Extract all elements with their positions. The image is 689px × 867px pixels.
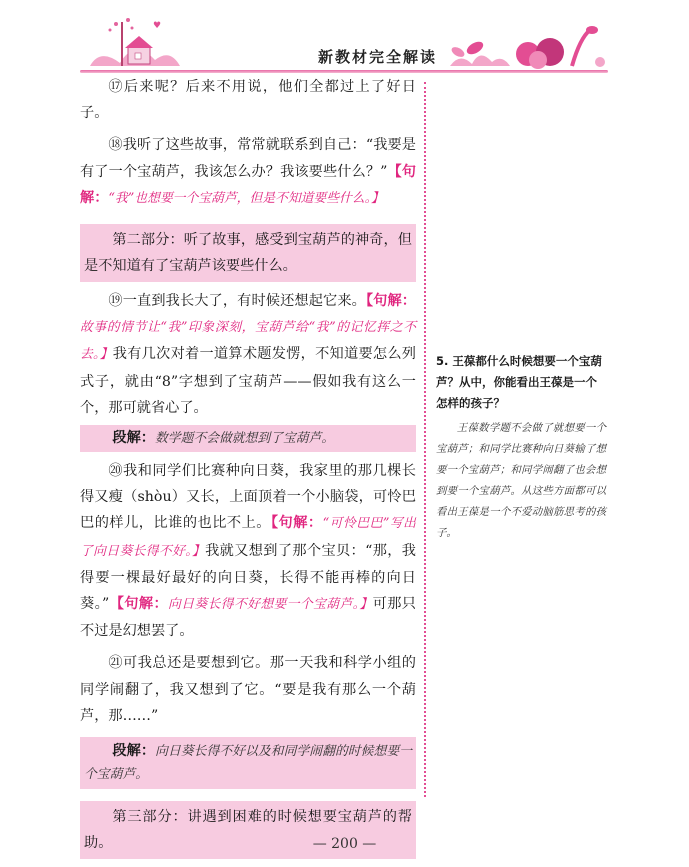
section-note-1-text: 数学题不会做就想到了宝葫芦。 bbox=[154, 431, 335, 447]
sentence-note-2-label: 【句解： bbox=[365, 293, 416, 310]
header-title: 新教材完全解读 bbox=[318, 48, 438, 66]
paragraph-19-text-a: ⑲一直到我长大了，有时候还想起它来。 bbox=[108, 293, 366, 310]
section-note-2 bbox=[84, 740, 412, 786]
paragraph-20-text-b: 我就又想到了那个宝贝：“那，我得要一棵最好最好的向日葵，长得不能再棒的向日葵。” bbox=[80, 542, 416, 613]
section-note-2-text: 向日葵长得不好以及和同学闹翻的时候想要一个宝葫芦。 bbox=[84, 744, 412, 783]
section-note-1-box bbox=[80, 425, 416, 452]
part-3-summary: 第三部分：讲遇到困难的时候想要宝葫芦的帮助。 bbox=[84, 809, 412, 852]
sentence-note-3-text: “可怜巴巴”写出了向日葵长得不好。】 bbox=[80, 516, 416, 559]
paragraph-17: ⑰后来呢？后来不用说，他们全都过上了好日子。 bbox=[80, 79, 416, 122]
part-2-summary: 第二部分：听了故事，感受到宝葫芦的神奇，但是不知道有了宝葫芦该要些什么。 bbox=[84, 232, 412, 275]
section-note-2-label: 段解： bbox=[112, 743, 156, 760]
section-note-1 bbox=[84, 428, 412, 449]
paragraph-20 bbox=[80, 458, 416, 644]
paragraph-19 bbox=[80, 288, 416, 421]
svg-text:♥: ♥ bbox=[153, 21, 162, 31]
section-note-2-box bbox=[80, 737, 416, 789]
paragraph-19-text-b: 我有几次对着一道算术题发愣，不知道要怎么列式子，就由“8”字想到了宝葫芦——假如我有这么一个，那可就省心了。 bbox=[80, 346, 416, 416]
paragraph-20-text-c: 可那只不过是幻想罢了。 bbox=[80, 596, 416, 640]
paragraph-18-text: ⑱我听了这些故事，常常就联系到自己：“我要是有了一个宝葫芦，我该怎么办？我该要些什么？” bbox=[80, 137, 416, 180]
sentence-note-1-label: 【句解： bbox=[80, 163, 416, 206]
section-note-1-label: 段解： bbox=[112, 430, 155, 447]
part-2-summary-box bbox=[80, 224, 416, 282]
sentence-note-4-text: 向日葵长得不好想要一个宝葫芦。】 bbox=[168, 597, 373, 613]
answer-5: 王葆数学题不会做了就想要一个宝葫芦；和同学比赛种向日葵输了想要一个宝葫芦；和同学闹翻了也会想到要一个宝葫芦。从这些方面都可以看出王葆是一个不爱动脑筋思考的孩子。 bbox=[436, 422, 606, 539]
sentence-note-2-text: 故事的情节让“我”印象深刻，宝葫芦给“我”的记忆挥之不去。】 bbox=[80, 320, 416, 363]
main-column bbox=[80, 70, 416, 863]
side-column bbox=[436, 351, 606, 544]
question-5: 5. 王葆都什么时候想要一个宝葫芦？从中，你能看出王葆是一个怎样的孩子？ bbox=[436, 354, 602, 410]
page-header bbox=[80, 8, 608, 68]
sentence-note-3-label: 【句解： bbox=[270, 515, 323, 532]
paragraph-21: ㉑可我总还是要想到它。那一天我和科学小组的同学闹翻了，我又想到了它。“要是我有那么一个葫芦，那……” bbox=[80, 655, 416, 724]
sentence-note-4-label: 【句解： bbox=[109, 596, 169, 613]
column-divider bbox=[424, 82, 426, 797]
page-number: — 200 — bbox=[312, 836, 377, 852]
paragraph-20-text-a: ⑳我和同学们比赛种向日葵，我家里的那几棵长得又瘦（shòu）又长，上面顶着一个小脑袋，可怜巴巴的样儿，比谁的也比不上。 bbox=[80, 463, 416, 532]
paragraph-18 bbox=[80, 132, 416, 212]
sentence-note-1-text: “我”也想要一个宝葫芦，但是不知道要些什么。】 bbox=[108, 190, 384, 206]
